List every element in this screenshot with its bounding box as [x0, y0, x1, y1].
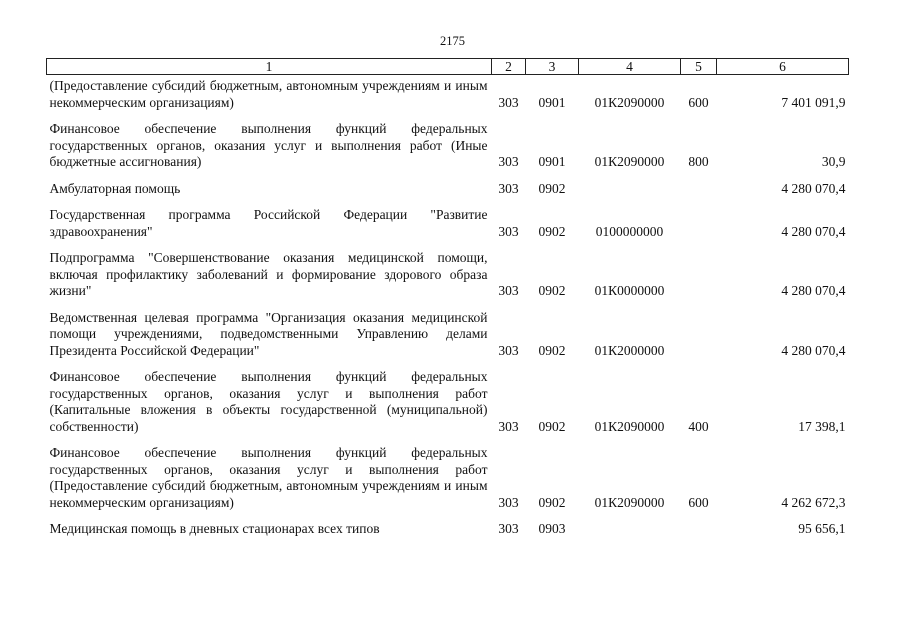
table-row: [47, 300, 849, 360]
row-col3: 0903: [538, 521, 566, 536]
row-col3: 0902: [538, 418, 566, 434]
table-row: [47, 435, 849, 511]
row-col4: [579, 511, 681, 538]
row-name: Подпрограмма "Совершенствование оказания медицинской помощи, включая профилактику заболеваний и формирование здорового образа жизни": [49, 250, 488, 298]
row-col5: 600: [688, 494, 709, 510]
row-amount: 4 280 070,4: [781, 223, 846, 239]
row-col4: 01К0000000: [594, 283, 665, 298]
row-col2: 303: [498, 521, 519, 536]
row-col2: 303: [498, 342, 519, 358]
row-amount: 4 280 070,4: [781, 180, 846, 196]
header-row: [47, 59, 849, 75]
page-number: 2175: [440, 34, 465, 48]
column-header-6: 6: [717, 59, 849, 75]
row-col4: [579, 171, 681, 198]
row-amount: 95 656,1: [798, 521, 846, 536]
row-col3: 0902: [538, 283, 566, 298]
row-col2: 303: [498, 94, 519, 110]
row-col2: 303: [498, 494, 519, 510]
row-col3: 0902: [538, 223, 566, 239]
row-amount: 17 398,1: [798, 418, 846, 434]
row-col5: [681, 240, 717, 300]
row-col5: 800: [688, 154, 709, 169]
row-col5: [681, 171, 717, 198]
column-header-2: 2: [492, 59, 526, 75]
row-col2: 303: [498, 418, 519, 434]
table-row: [47, 111, 849, 171]
budget-table: [46, 58, 849, 538]
column-header-4: 4: [579, 59, 681, 75]
row-col5: [681, 511, 717, 538]
row-col2: 303: [498, 283, 519, 298]
row-name: Ведомственная целевая программа "Организация оказания медицинской помощи учреждениями, подведомственными Управлению делами Президента Российской Федерации": [49, 309, 488, 358]
row-col5: [681, 197, 717, 240]
table-row: [47, 75, 849, 112]
row-col2: 303: [498, 223, 519, 239]
row-name: Финансовое обеспечение выполнения функций федеральных государственных органов, оказания услуг и выполнения работ (Иные бюджетные ассигнования): [49, 121, 488, 169]
row-col4: 01К2090000: [594, 154, 665, 169]
table-row: [47, 511, 849, 538]
row-amount: 4 280 070,4: [781, 283, 846, 298]
table-row: [47, 197, 849, 240]
row-col5: [681, 300, 717, 360]
row-name: Финансовое обеспечение выполнения функций федеральных государственных органов, оказания услуг и выполнения работ (Капитальные вложения в объекты государственной (муниципальной) собственности): [49, 369, 488, 434]
row-amount: 4 280 070,4: [781, 342, 846, 358]
row-col3: 0901: [538, 154, 566, 169]
row-col4: 01К2090000: [594, 494, 665, 510]
table-header: [47, 59, 849, 75]
row-col3: 0902: [538, 494, 566, 510]
row-name: Амбулаторная помощь: [49, 180, 181, 196]
row-amount: 30,9: [821, 154, 846, 169]
row-col3: 0901: [538, 94, 566, 110]
row-col4: 0100000000: [595, 223, 664, 239]
row-col2: 303: [498, 154, 519, 169]
row-name: Государственная программа Российской Федерации "Развитие здравоохранения": [49, 207, 488, 239]
table-body: [47, 75, 849, 538]
row-amount: 7 401 091,9: [781, 94, 846, 110]
table-row: [47, 171, 849, 198]
row-col5: 600: [688, 94, 709, 110]
row-col4: 01К2090000: [594, 94, 665, 110]
row-col2: 303: [498, 180, 519, 196]
row-amount: 4 262 672,3: [781, 494, 846, 510]
row-col3: 0902: [538, 342, 566, 358]
row-col3: 0902: [538, 180, 566, 196]
table-row: [47, 359, 849, 435]
row-name: (Предоставление субсидий бюджетным, автономным учреждениям и иным некоммерческим организациям): [49, 78, 488, 110]
row-col4: 01К2090000: [594, 418, 665, 434]
column-header-3: 3: [526, 59, 579, 75]
column-header-1: 1: [47, 59, 492, 75]
row-name: Финансовое обеспечение выполнения функций федеральных государственных органов, оказания услуг и выполнения работ (Предоставление субсидий бюджетным, автономным учреждениям и иным некоммерческим организациям): [49, 445, 488, 510]
row-col5: 400: [688, 418, 709, 434]
column-header-5: 5: [681, 59, 717, 75]
row-col4: 01К2000000: [594, 342, 665, 358]
row-name: Медицинская помощь в дневных стационарах всех типов: [49, 521, 380, 536]
table-row: [47, 240, 849, 300]
